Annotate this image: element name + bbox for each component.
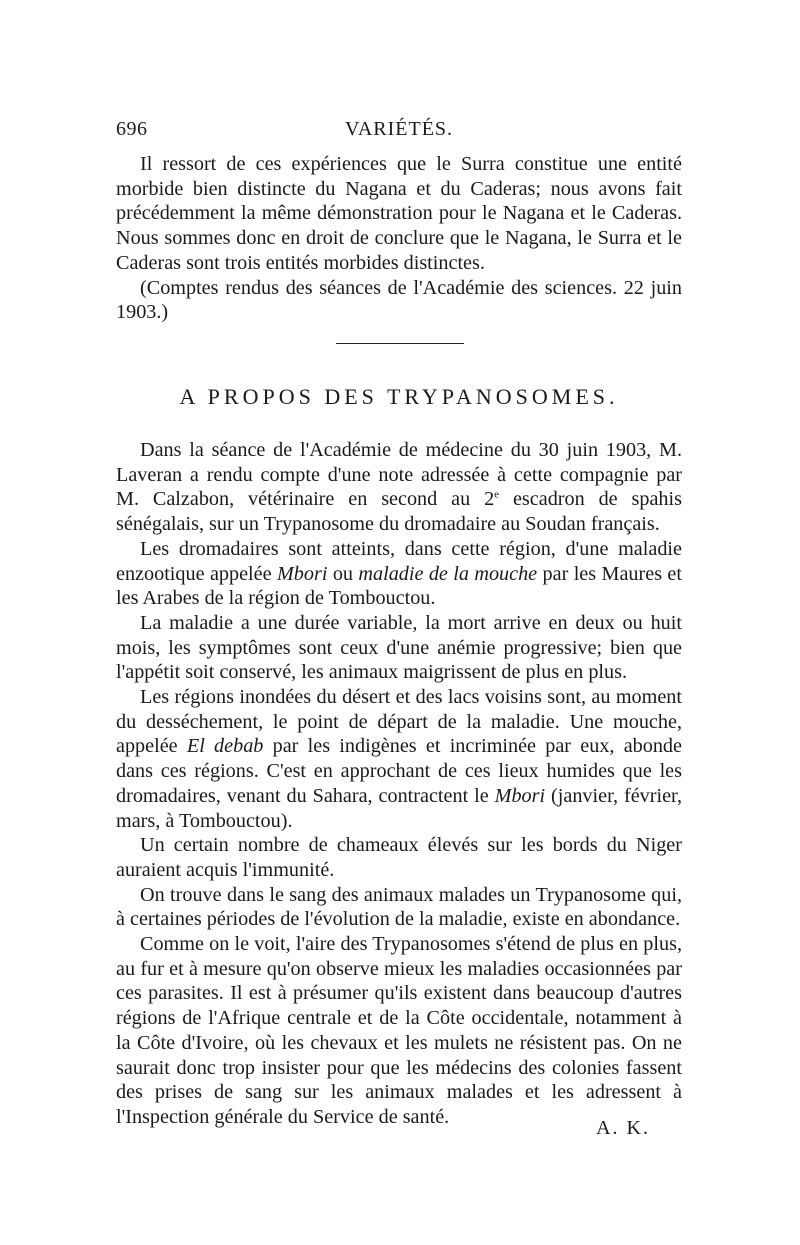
- paragraph: [116, 537, 682, 611]
- paragraph: On trouve dans le sang des animaux malades un Trypanosome qui, à certaines périodes de l'évolution de la maladie, existe en abondance.: [116, 883, 682, 931]
- paragraph: [116, 685, 682, 833]
- text-run: Dans la séance de l'Académie de médecine du 30 juin 1903, M. Laveran a rendu compte d'une note adressée à cette compagnie par M. Calzabon, vétérinaire en second au 2: [116, 439, 682, 511]
- paragraph: Il ressort de ces expériences que le Surra constitue une entité morbide bien distincte du Nagana et du Caderas; nous avons fait précédemment la même démonstration pour le Nagana et le Caderas. Nous sommes donc en droit de conclure que le Nagana, le Surra et le Caderas sont trois entités morbides distinctes.: [116, 153, 682, 274]
- text-run: par les Maures et les Arabes de la région de Tombouctou.: [116, 562, 683, 610]
- italic-term: Mbori: [276, 562, 328, 585]
- italic-term: Mbori: [494, 784, 546, 807]
- citation: (Comptes rendus des séances de l'Académie des sciences. 22 juin 1903.): [116, 276, 682, 324]
- article-body: [116, 438, 682, 1130]
- paragraph: [116, 438, 682, 537]
- text-run: escadron de spahis sénégalais, sur un Trypanosome du dromadaire au Soudan français.: [116, 488, 682, 536]
- text-run: ou: [327, 562, 359, 585]
- text-run: par les indigènes et incriminée par eux, abonde dans ces régions. C'est en approchant de ces lieux humides que les dromadaires, venant du Sahara, contractent le: [116, 735, 682, 807]
- paragraph: La maladie a une durée variable, la mort arrive en deux ou huit mois, les symptômes sont ceux d'une anémie progressive; bien que l'appétit soit conservé, les animaux maigrissent de plus en plus.: [116, 611, 682, 684]
- article-title: A PROPOS DES TRYPANOSOMES.: [179, 384, 619, 409]
- section-divider: [336, 343, 464, 344]
- running-title: VARIÉTÉS.: [344, 118, 454, 140]
- italic-term: maladie de la mouche: [358, 562, 538, 585]
- text-run: Les régions inondées du désert et des lacs voisins sont, au moment du desséchement, le point de départ de la maladie. Une mouche, appelée: [116, 686, 682, 758]
- italic-term: El debab: [186, 735, 264, 758]
- previous-article-end: [116, 152, 682, 325]
- text-run: (janvier, février, mars, à Tombouctou).: [116, 784, 682, 832]
- superscript: e: [494, 488, 500, 501]
- paragraph: Un certain nombre de chameaux élevés sur les bords du Niger auraient acquis l'immunité.: [116, 834, 682, 881]
- paragraph: Comme on le voit, l'aire des Trypanosomes s'étend de plus en plus, au fur et à mesure qu'on observe mieux les maladies occasionnées par ces parasites. Il est à présumer qu'ils existent dans beaucoup d'autres régions de l'Afrique centrale et de la Côte occidentale, notamment à la Côte d'Ivoire, où les chevaux et les mulets ne résistent pas. On ne saurait donc trop insister pour que les médecins des colonies fassent des prises de sang sur les animaux malades et les adressent à l'Inspection générale du Service de santé.: [116, 933, 682, 1128]
- text-run: Les dromadaires sont atteints, dans cette région, d'une maladie enzootique appelée: [116, 537, 682, 585]
- page-header: [116, 118, 682, 148]
- author-signature: A. K.: [596, 1117, 650, 1139]
- page-number: 696: [116, 118, 148, 140]
